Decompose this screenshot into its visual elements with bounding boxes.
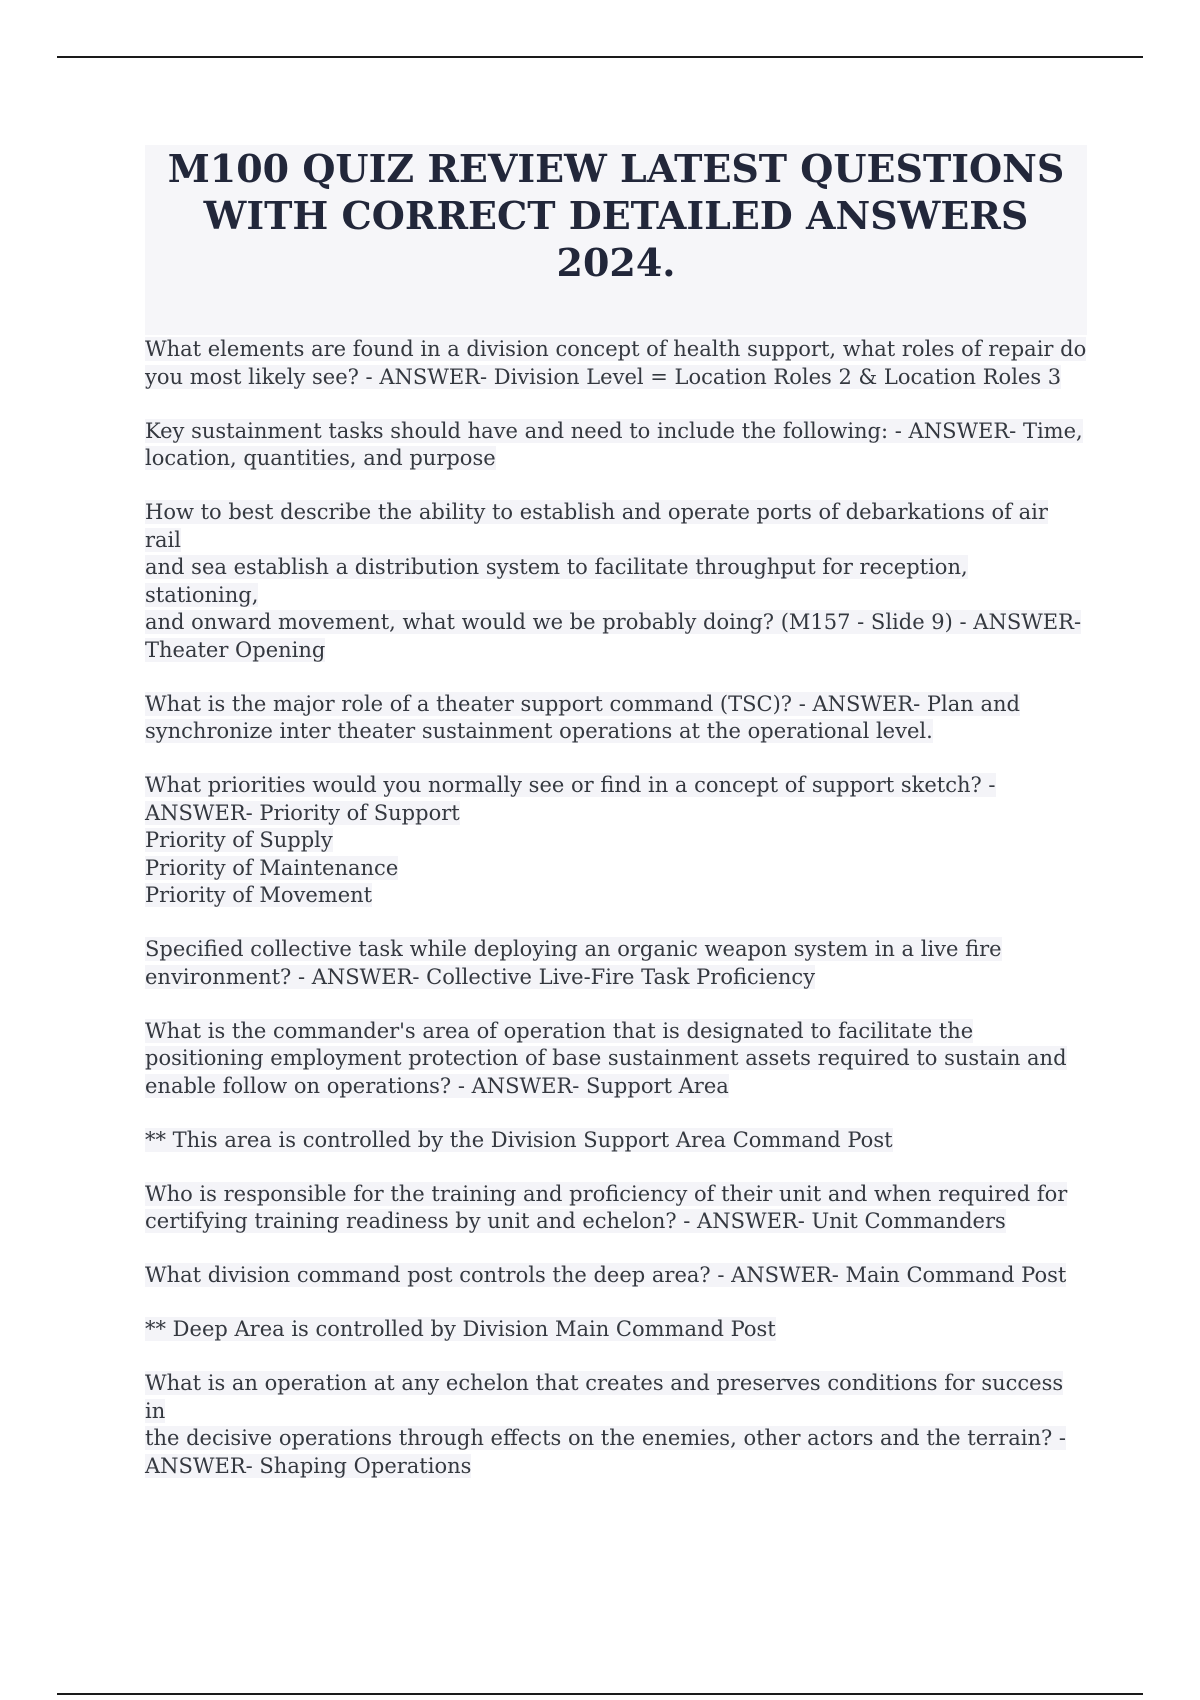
qa-entry — [145, 691, 1087, 746]
qa-line: environment? - ANSWER- Collective Live-Fire Task Proficiency — [145, 964, 816, 989]
qa-entry — [145, 1127, 1087, 1155]
qa-line: ANSWER- Priority of Support — [145, 800, 460, 825]
qa-line: ** This area is controlled by the Division Support Area Command Post — [145, 1127, 893, 1152]
qa-line: Specified collective task while deploying an organic weapon system in a live fire — [145, 937, 1002, 961]
qa-line: What priorities would you normally see or find in a concept of support sketch? - — [145, 773, 996, 797]
qa-line: What is the major role of a theater support command (TSC)? - ANSWER- Plan and — [145, 691, 1020, 716]
qa-line: What is the commander's area of operation that is designated to facilitate the — [145, 1018, 974, 1043]
qa-line: What is an operation at any echelon that creates and preserves conditions for success in — [145, 1371, 1064, 1423]
title-line: M100 QUIZ REVIEW LATEST QUESTIONS — [167, 146, 1065, 191]
qa-line: positioning employment protection of base sustainment assets required to sustain and — [145, 1046, 1067, 1070]
qa-line: the decisive operations through effects on the enemies, other actors and the terrain? - — [145, 1426, 1067, 1450]
qa-line: ** Deep Area is controlled by Division Main Command Post — [145, 1317, 776, 1341]
title-line: WITH CORRECT DETAILED ANSWERS — [203, 193, 1029, 238]
qa-entry — [145, 936, 1087, 991]
qa-entry — [145, 499, 1087, 664]
qa-entry — [145, 1262, 1087, 1290]
qa-entry — [145, 1018, 1087, 1101]
qa-line: What division command post controls the deep area? - ANSWER- Main Command Post — [145, 1263, 1067, 1287]
qa-entry — [145, 772, 1087, 910]
qa-entry — [145, 418, 1087, 473]
qa-line: Key sustainment tasks should have and need to include the following: - ANSWER- Time, — [145, 418, 1083, 443]
title-box — [145, 145, 1087, 335]
qa-entry — [145, 1181, 1087, 1236]
qa-line: location, quantities, and purpose — [145, 446, 496, 470]
qa-entry — [145, 336, 1087, 391]
qa-line: Theater Opening — [145, 637, 326, 662]
qa-line: and sea establish a distribution system to facilitate throughput for reception, stationing, — [145, 555, 968, 607]
qa-list — [145, 336, 1087, 1507]
qa-line: Priority of Supply — [145, 828, 333, 852]
qa-line: and onward movement, what would we be probably doing? (M157 - Slide 9) - ANSWER- — [145, 610, 1082, 634]
qa-line: you most likely see? - ANSWER- Division Level = Location Roles 2 & Location Roles 3 — [145, 364, 1062, 389]
title-line: 2024. — [556, 240, 676, 285]
document-title — [145, 145, 1087, 286]
qa-line: ANSWER- Shaping Operations — [145, 1453, 472, 1478]
qa-line: enable follow on operations? - ANSWER- Support Area — [145, 1073, 729, 1098]
qa-line: synchronize inter theater sustainment operations at the operational level. — [145, 719, 933, 743]
qa-line: Priority of Movement — [145, 883, 373, 907]
top-rule — [57, 56, 1143, 58]
qa-line: Who is responsible for the training and proficiency of their unit and when required for — [145, 1181, 1068, 1206]
qa-entry — [145, 1370, 1087, 1480]
qa-line: What elements are found in a division concept of health support, what roles of repair do — [145, 337, 1087, 361]
bottom-rule — [57, 1693, 1143, 1695]
qa-entry — [145, 1316, 1087, 1344]
qa-line: Priority of Maintenance — [145, 855, 399, 880]
qa-line: certifying training readiness by unit and echelon? - ANSWER- Unit Commanders — [145, 1209, 1006, 1233]
qa-line: How to best describe the ability to establish and operate ports of debarkations of air rail — [145, 500, 1048, 552]
